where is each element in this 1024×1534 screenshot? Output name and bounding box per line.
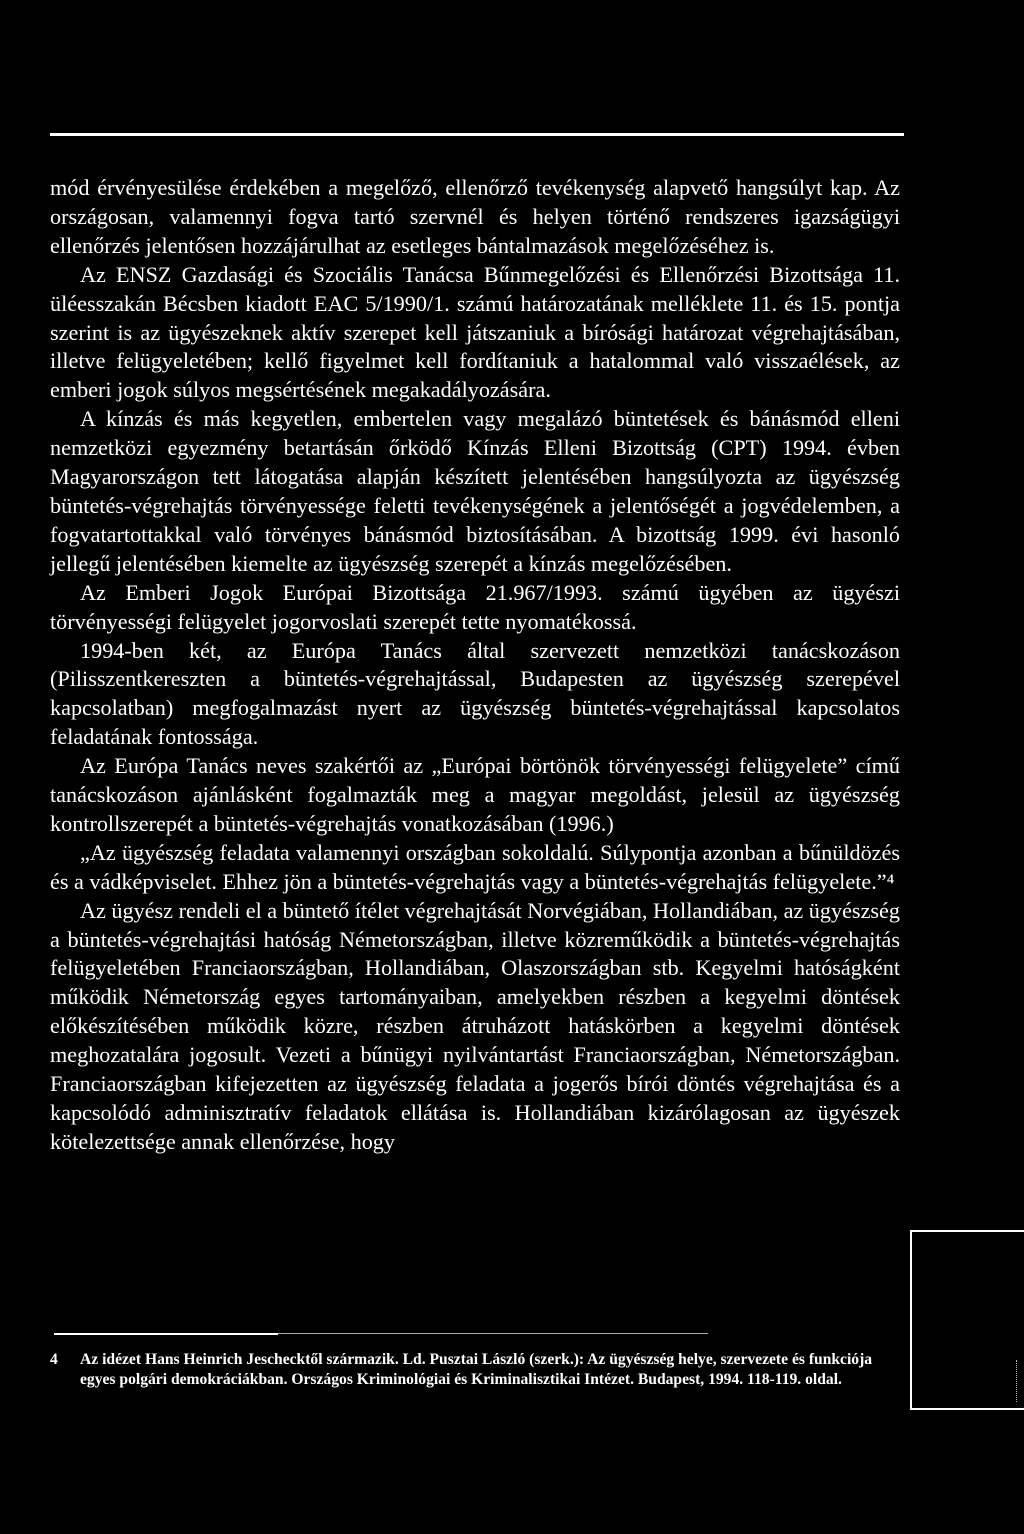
margin-frame [910,1230,1024,1410]
margin-dotted-line [1016,1360,1018,1402]
footnote-rule [54,1333,278,1335]
footnote-number: 4 [50,1351,58,1368]
paragraph-8: Az ügyész rendeli el a büntető ítélet végrehajtását Norvégiában, Hollandiában, az ügyészség a büntetés-végrehajtási hatóság Németországban, illetve közreműködik a büntetés-végrehajtás felügyeletében Franciaországban, Hollandiában, Olaszországban stb. Kegyelmi hatóságként működik Németország egyes tartományaiban, amelyekben részben a kegyelmi döntések előkészítésében működik közre, részben átruházott hatáskörben a kegyelmi döntések meghozatalára jogosult. Vezeti a bűnügyi nyilvántartást Franciaországban, Németországban. Franciaországban kifejezetten az ügyészség feladata a jogerős bírói döntés végrehajtása és a kapcsolódó adminisztratív feladatok ellátása is. Hollandiában kizárólagosan az ügyészek kötelezettsége annak ellenőrzése, hogy [50,897,900,1154]
footnote [50,1350,900,1389]
paragraph-7: „Az ügyészség feladata valamennyi országban sokoldalú. Súlypontja azonban a bűnüldözés és a vádképviselet. Ehhez jön a büntetés-végrehajtás vagy a büntetés-végrehajtás felügyelete.”⁴ [50,839,900,894]
paragraph-4: Az Emberi Jogok Európai Bizottsága 21.967/1993. számú ügyében az ügyészi törvényességi felügyelet jogorvoslati szerepét tette nyomatékossá. [50,579,900,634]
paragraph-5: 1994-ben két, az Európa Tanács által szervezett nemzetközi tanácskozáson (Pilisszentkereszten a büntetés-végrehajtással, Budapesten az ügyészség szerepével kapcsolatban) megfogalmazást nyert az ügyészség büntetés-végrehajtással kapcsolatos feladatának fontossága. [50,637,900,750]
paragraph-1: mód érvényesülése érdekében a megelőző, ellenőrző tevékenység alapvető hangsúlyt kap. Az országosan, valamennyi fogva tartó szervnél és helyen történő rendszeres igazságügyi ellenőrzés jelentősen hozzájárulhat az esetleges bántalmazások megelőzéséhez is. [50,175,900,258]
footnote-text: Az idézet Hans Heinrich Jeschecktől származik. Ld. Pusztai László (szerk.): Az ügyészség helye, szervezete és funkciója egyes polgári demokráciákban. Országos Kriminológiai és Kriminalisztikai Intézet. Budapest, 1994. 118-119. oldal. [80,1351,873,1388]
paragraph-2: Az ENSZ Gazdasági és Szociális Tanácsa Bűnmegelőzési és Ellenőrzési Bizottsága 11. üléesszakán Bécsben kiadott EAC 5/1990/1. számú határozatának melléklete 11. és 15. pontja szerint is az ügyészeknek aktív szerepet kell játszaniuk a bírósági határozat végrehajtásában, illetve felügyeletében; kellő figyelmet kell fordítaniuk a hatalommal való visszaélések, az emberi jogok súlyos megsértésének megakadályozására. [50,261,900,403]
footnote-rule-faint [278,1333,708,1334]
paragraph-6: Az Európa Tanács neves szakértői az „Európai börtönök törvényességi felügyelete” című tanácskozáson ajánlásként fogalmazták meg a magyar megoldást, jelesül az ügyészség kontrollszerepét a büntetés-végrehajtás vonatkozásában (1996.) [50,753,900,836]
top-rule [50,133,904,136]
body-text [50,174,900,1157]
paragraph-3: A kínzás és más kegyetlen, embertelen vagy megalázó büntetések és bánásmód elleni nemzetközi egyezmény betartásán őrködő Kínzás Elleni Bizottság (CPT) 1994. évben Magyarországon tett látogatása alapján készített jelentésében hangsúlyozta az ügyészség büntetés-végrehajtás törvényessége feletti tevékenységének a jelentőségét a jogvédelemben, a fogvatartottakkal való törvényes bánásmód biztosításában. A bizottság 1999. évi hasonló jellegű jelentésében kiemelte az ügyészség szerepét a kínzás megelőzésében. [50,406,900,576]
